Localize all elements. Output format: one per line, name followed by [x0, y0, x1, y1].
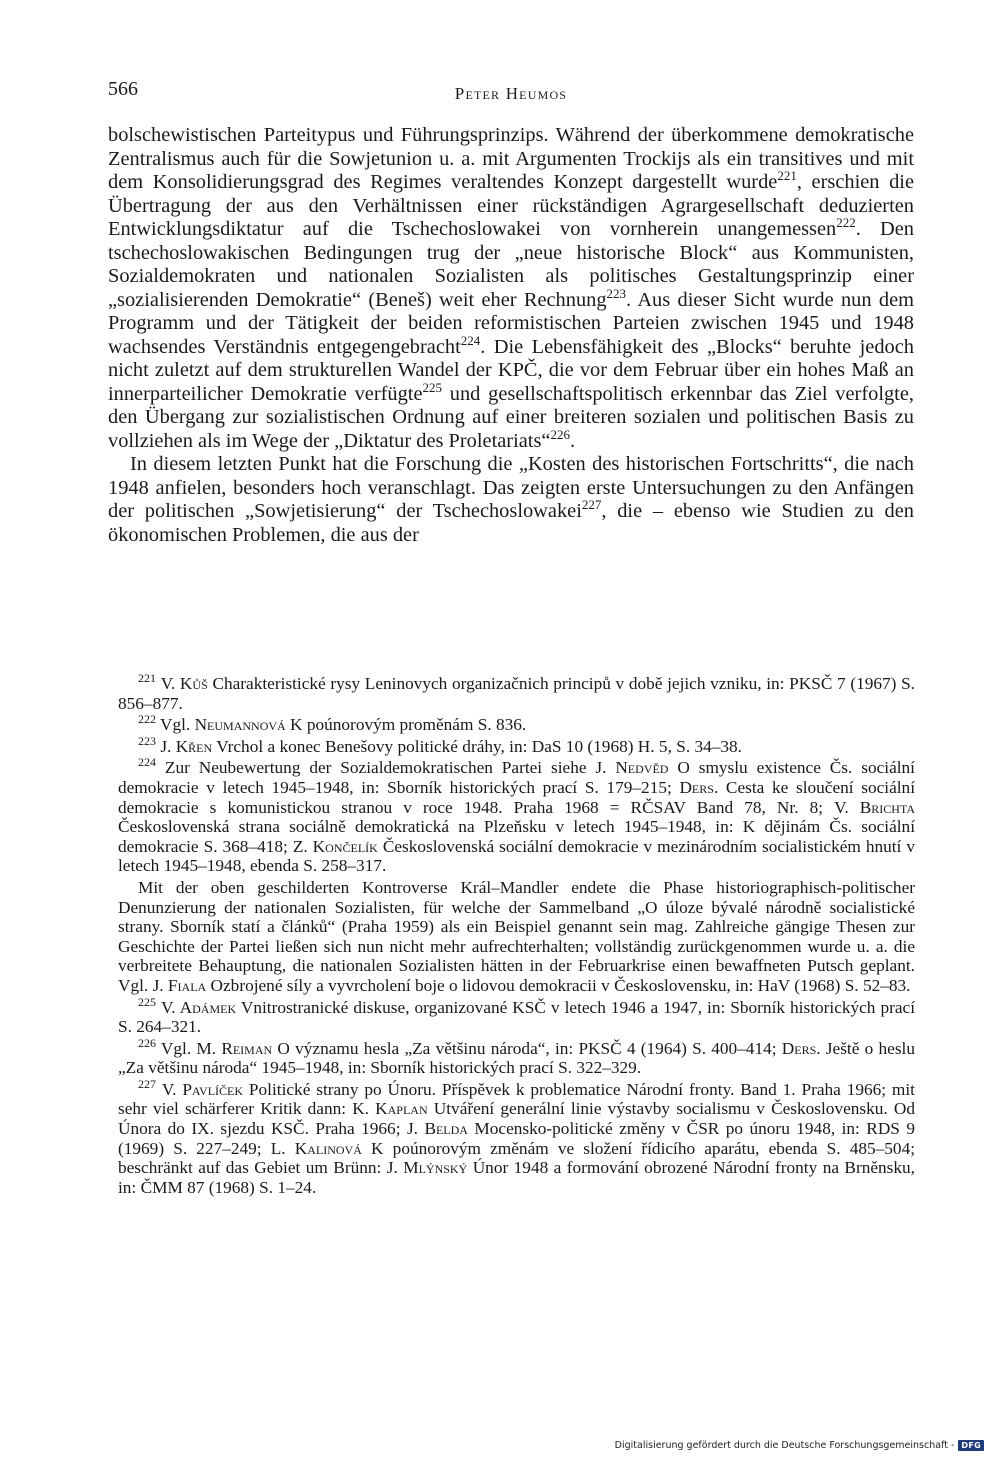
document-page — [108, 78, 914, 547]
page-number: 566 — [108, 78, 138, 100]
footnote-ref-224[interactable]: 224 — [460, 332, 481, 348]
footnote-ref-227[interactable]: 227 — [581, 497, 602, 513]
running-title: Peter Heumos — [454, 84, 568, 103]
paragraph-2: In diesem letzten Punkt hat die Forschung die „Kosten des historischen Fortschritts“, die nach 1948 anfielen, besonders hoch veranschlagt. Das zeigten erste Untersuchungen zu den Anfängen der politischen „Sowjetisierung“ der Tschechoslowakei$^{227}$, die – ebenso wie Studien zu den ökonomischen Problemen, die aus der — [108, 453, 914, 546]
digitization-credit — [615, 1440, 984, 1451]
footnote-224: $^{224}$ Zur Neubewertung der Sozialdemokratischen Partei siehe J. Nedvěd O smyslu existence Čs. sociální demokracie v letech 1945–1948, in: Sborník historických prací S. 179–215; Ders. Cesta ke sloučení sociální demokracie s komunistickou stranou v roce 1948. Praha 1968 = RČSAV Band 78, Nr. 8; V. Brichta Československá strana sociálně demokratická na Plzeňsku v letech 1945–1948, in: K dějinám Čs. sociální demokracie S. 368–418; Z. Končelík Československá sociální demokracie v mezinárodním socialistickém hnutí v letech 1945–1948, ebenda S. 258–317. — [118, 755, 915, 876]
footnote-221: $^{221}$ V. Kůš Charakteristické rysy Leninovych organizačnich principů v době jejich vzniku, in: PKSČ 7 (1967) S. 856–877. — [118, 671, 916, 713]
footnote-222: $^{222}$ Vgl. Neumannová K poúnorovým proměnám S. 836. — [138, 712, 527, 735]
footnote-225: $^{225}$ V. Adámek Vnitrostranické diskuse, organizované KSČ v letech 1946 a 1947, in: Sborník historických prací S. 264–321. — [118, 994, 916, 1037]
running-header — [108, 78, 914, 108]
footnote-ref-222[interactable]: 222 — [836, 215, 856, 231]
footnote-ref-226[interactable]: 226 — [550, 426, 570, 442]
footnote-226: $^{226}$ Vgl. M. Reiman O významu hesla „Za většinu národa“, in: PKSČ 4 (1964) S. 400–414; Ders. Ještě o heslu „Za většinu národa“ 1945–1948, in: Sborník historických prací S. 322–329. — [118, 1035, 915, 1078]
dfg-logo-icon: DFG — [958, 1440, 984, 1451]
footnote-ref-225[interactable]: 225 — [422, 379, 442, 395]
footnote-227: $^{227}$ V. Pavlíček Politické strany po Únoru. Příspěvek k problematice Národní fronty. Band 1. Praha 1966; mit sehr viel schärferer Kritik dann: K. Kaplan Utváření generální linie výstavby socialismu v Československu. Od Února do IX. sjezdu KSČ. Praha 1966; J. Belda Mocensko-politické změny v ČSR po únoru 1948, in: RDS 9 (1969) S. 227–249; L. Kalinová K poúnorovým změnám ve složení řídicího aparátu, ebenda S. 485–504; beschränkt auf das Gebiet um Brünn: J. Mlýnský Únor 1948 a formování obrozené Národní fronty na Brněnsku, in: ČMM 87 (1968) S. 1–24. — [118, 1077, 916, 1197]
credit-text: Digitalisierung gefördert durch die Deutsche Forschungsgemeinschaft - — [614, 1440, 955, 1451]
footnote-ref-223[interactable]: 223 — [606, 285, 627, 301]
footnote-223: $^{223}$ J. Křen Vrchol a konec Benešovy politické dráhy, in: DaS 10 (1968) H. 5, S. 34–38. — [138, 734, 742, 756]
footnote-ref-221[interactable]: 221 — [777, 168, 797, 184]
paragraph-1: bolschewistischen Parteitypus und Führungsprinzips. Während der überkommene demokratische Zentralismus auch für die Sowjetunion u. a. mit Argumenten Trockijs als ein transitives und mit dem Konsolidierungsgrad des Regimes veraltendes Konzept dargestellt wurde$^{221}$, erschien die Übertragung der aus den Verhältnissen einer rückständigen Agrargesellschaft deduzierten Entwicklungsdiktatur auf die Tschechoslowakei von vornherein unangemessen$^{222}$. Den tschechoslowakischen Bedingungen trug der „neue historische Block“ aus Kommunisten, Sozialdemokraten und nationalen Sozialisten als politisches Gestaltungsprinzip einer „sozialisierenden Demokratie“ (Beneš) weit eher Rechnung$^{223}$. Aus dieser Sicht wurde nun dem Programm und der Tätigkeit der beiden reformistischen Parteien zwischen 1945 und 1948 wachsendes Verständnis entgegengebracht$^{224}$. Die Lebensfähigkeit des „Blocks“ beruhte jedoch nicht zuletzt auf dem strukturellen Wandel der KPČ, die vor dem Februar über ein hohes Maß an innerparteilicher Demokratie verfügte$^{225}$ und gesellschaftspolitisch erkennbar das Ziel verfolgte, den Übergang zur sozialistischen Ordnung auf einer breiteren sozialen und politischen Basis zu vollziehen als im Wege der „Diktatur des Proletariats“$^{226}$. — [108, 124, 915, 452]
main-text — [108, 124, 914, 547]
footnotes — [118, 671, 916, 1199]
footnote-224-continued: Mit der oben geschilderten Kontroverse Král–Mandler endete die Phase historiographisch-politischer Denunzierung der nationalen Sozialisten, für welche der Sammelband „O úloze bývalé národně socialistické strany. Sborník statí a článků“ (Praha 1959) als ein Beispiel genannt sein mag. Zahlreiche gängige Thesen zur Geschichte der Partei ließen sich nun nicht mehr aufrechterhalten; vollständig zurückgenommen wurde u. a. die verbreitete Behauptung, die nationalen Sozialisten hätten in der Februarkrise einen bewaffneten Putsch geplant. Vgl. J. Fiala Ozbrojené síly a vyvrcholení boje o lidovou demokracii v Československu, in: HaV (1968) S. 52–83. — [118, 877, 915, 995]
